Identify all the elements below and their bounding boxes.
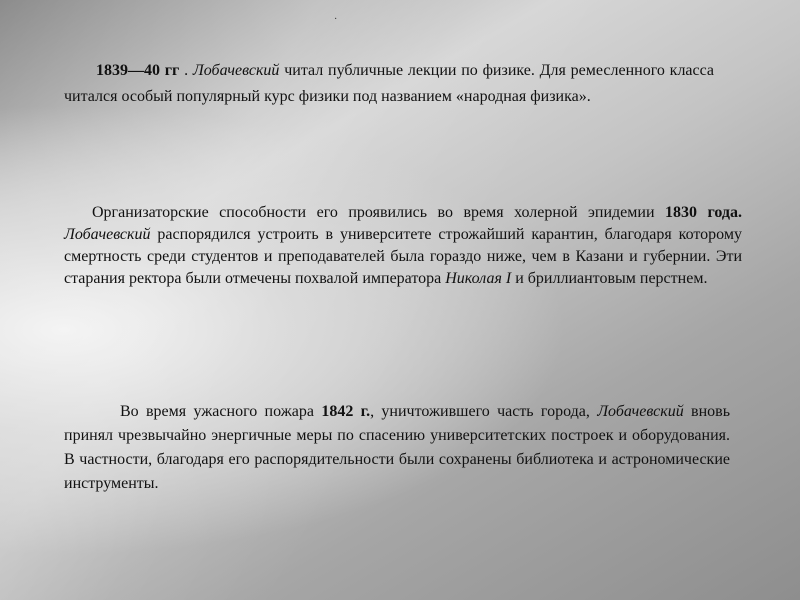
- top-mark: ·: [334, 14, 338, 25]
- lectures-text: читал публичные лекции по физике. Для ремесленного класса читался особый популярный курс физики под названием «народная физика».: [64, 62, 715, 105]
- fire-year-text: 1842 г.: [321, 403, 371, 420]
- paragraph-public-lectures: [64, 58, 714, 110]
- name-text: Лобачевский: [64, 226, 151, 243]
- paragraph-cholera-epidemic: [64, 202, 742, 290]
- fire-after-year-text: , уничтожившего часть города,: [370, 403, 598, 420]
- ring-text: и бриллиантовым перстнем.: [511, 270, 708, 287]
- quarantine-text: распорядился устроить в университете строжайший карантин, благодаря которому смертность среди студентов и преподавателей была гораздо ниже, чем в Казани и губернии. Эти старания ректора были отмечены похвалой императора: [64, 226, 742, 287]
- rescue-text: вновь принял чрезвычайно энергичные меры по спасению университетских построек и оборудования. В частности, благодаря его распорядительности были сохранены библиотека и астрономические инструменты.: [64, 403, 731, 492]
- years-text: 1839—40 гг: [96, 62, 180, 79]
- epidemic-intro-text: Организаторские способности его проявились во время холерной эпидемии: [92, 204, 665, 221]
- epidemic-year-text: 1830 года.: [665, 204, 742, 221]
- fire-intro-text: Во время ужасного пожара: [120, 403, 322, 420]
- paragraph-fire: [64, 400, 730, 496]
- name-text: Лобачевский: [597, 403, 684, 420]
- emperor-name-text: Николая I: [445, 270, 512, 287]
- name-text: Лобачевский: [192, 62, 280, 79]
- separator-text: .: [179, 62, 193, 79]
